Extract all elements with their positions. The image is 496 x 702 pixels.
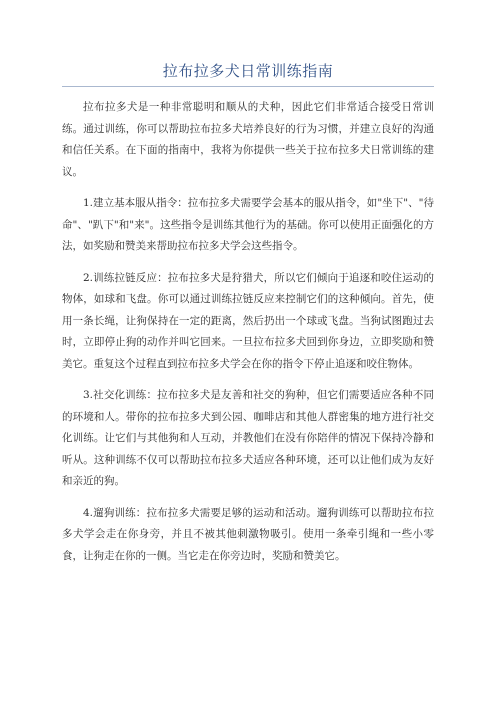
document-body [62,97,434,577]
paragraph-basic-commands: 1.建立基本服从指令：拉布拉多犬需要学会基本的服从指令，如"坐下"、"待命"、"趴下"和"来"。这些指令是训练其他行为的基础。你可以使用正面强化的方法，如奖励和赞美来帮助拉布拉多犬学会这些指令。 [62,197,434,252]
paragraph-socialization: 3.社交化训练：拉布拉多犬是友善和社交的狗种，但它们需要适应各种不同的环境和人。带你的拉布拉多犬到公园、咖啡店和其他人群密集的地方进行社交化训练。让它们与其他狗和人互动，并教他们在没有你陪伴的情况下保持冷静和听从。这种训练不仅可以帮助拉布拉多犬适应各种环境，还可以让他们成为友好和亲近的狗。 [62,389,434,487]
title-divider [62,86,434,87]
paragraph-leash-reaction: 2.训练拉链反应：拉布拉多犬是狩猎犬，所以它们倾向于追逐和咬住运动的物体，如球和飞盘。你可以通过训练拉链反应来控制它们的这种倾向。首先，使用一条长绳，让狗保持在一定的距离，然后扔出一个球或飞盘。当狗试图跑过去时，立即停止狗的动作并叫它回来。一旦拉布拉多犬回到你身边，立即奖励和赞美它。重复这个过程直到拉布拉多犬学会在你的指令下停止追逐和咬住物体。 [62,271,434,370]
document-title: 拉布拉多犬日常训练指南 [162,62,334,80]
paragraph-walking: 4.遛狗训练：拉布拉多犬需要足够的运动和活动。遛狗训练可以帮助拉布拉多犬学会走在你身旁，并且不被其他刺激物吸引。使用一条牵引绳和一些小零食，让狗走在你的一侧。当它走在你旁边时，奖励和赞美它。 [62,506,434,562]
paragraph-intro: 拉布拉多犬是一种非常聪明和顺从的犬种，因此它们非常适合接受日常训练。通过训练，你可以帮助拉布拉多犬培养良好的行为习惯，并建立良好的沟通和信任关系。在下面的指南中，我将为你提供一些关于拉布拉多犬日常训练的建议。 [62,101,434,178]
